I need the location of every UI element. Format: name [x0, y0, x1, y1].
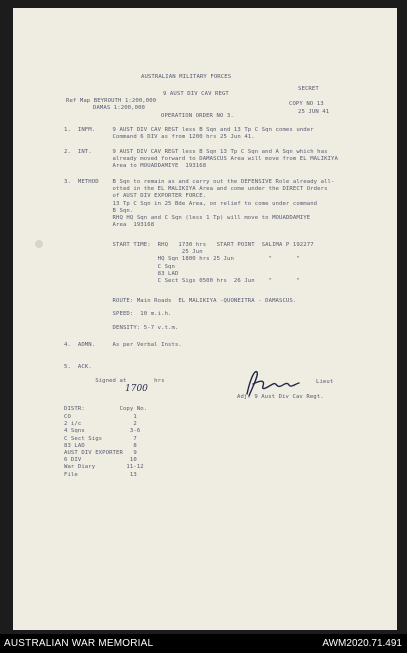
para-1: 1. INFM. 9 AUST DIV CAV REGT less B Sqn and 13 Tp C Sqn comes under Command 6 DIV as from 1200 hrs 25 Jun 41. [64, 127, 314, 141]
route: ROUTE: Main Roads EL MALIKIYA -QUONEITRA - DAMASCUS. [64, 298, 297, 304]
unit-name: 9 AUST DIV CAV REGT [163, 91, 229, 97]
signed-at: Signed at hrs [64, 378, 165, 384]
ref-map-2: DAMAS 1:200,000 [93, 105, 146, 111]
doc-date: 25 JUN 41 [298, 109, 330, 115]
footer-bar [0, 634, 407, 653]
para-3: 3. METHOD B Sqn to remain as and carry out the DEFENSIVE Role already all- otted in the EL MALIKIYA Area and come under the DIRECT Orders of AUST DIV EXPORTER FORCE. 13 Tp C Sqn in 25 Bde Area, on relief to come under command B Sqn. RHQ HQ Sqn and C Sqn (less 1 Tp) will move to MOUADDAMIYE Area 193168 [64, 179, 335, 229]
copy-number: COPY NO 13 [289, 101, 324, 107]
para-4: 4. ADMN. As per Verbal Insts. [64, 342, 182, 348]
order-title: OPERATION ORDER NO 3. [161, 113, 234, 119]
distribution-heading: DISTR: Copy No. [64, 406, 148, 412]
adjutant-label: Adj. 9 Aust Div Cav Regt. [237, 394, 324, 400]
ref-map-1: Ref Map BEYROUTH 1:200,000 [66, 98, 157, 104]
footer-accession: AWM2020.71.491 [322, 638, 402, 649]
document-page [13, 8, 397, 630]
secret-label: SECRET [298, 86, 319, 92]
footer-source: AUSTRALIAN WAR MEMORIAL [4, 638, 154, 649]
start-times: START TIME: RHQ 1730 hrs START POINT SALIMA P 192277 25 Jun HQ Sqn 1800 hrs 25 Jun " " C Sqn 83 LAD C Sect Sigs 0500 hrs 26 Jun " " [64, 242, 314, 285]
para-2: 2. INT. 9 AUST DIV CAV REGT less B Sqn 13 Tp C Sqn and A Sqn which has already moved forward to DAMASCUS Area will move from EL MALIKIYA Area to MOUADDAMIYE 193168 [64, 149, 338, 170]
punch-hole [35, 240, 43, 248]
distribution-list: CO 1 2 i/c 2 4 Sqns 3-6 C Sect Sigs 7 83 LAD 8 AUST DIV EXPORTER 9 6 DIV 10 War Diary 11-12 File 13 [64, 414, 144, 478]
lieut-label: Lieut [316, 379, 334, 385]
doc-title: AUSTRALIAN MILITARY FORCES [141, 74, 232, 80]
speed: SPEED: 10 m.i.h. [64, 311, 172, 317]
handwritten-time: 1700 [125, 384, 148, 394]
para-5: 5. ACK. [64, 364, 92, 370]
density: DENSITY: 5-7 v.t.m. [64, 325, 179, 331]
